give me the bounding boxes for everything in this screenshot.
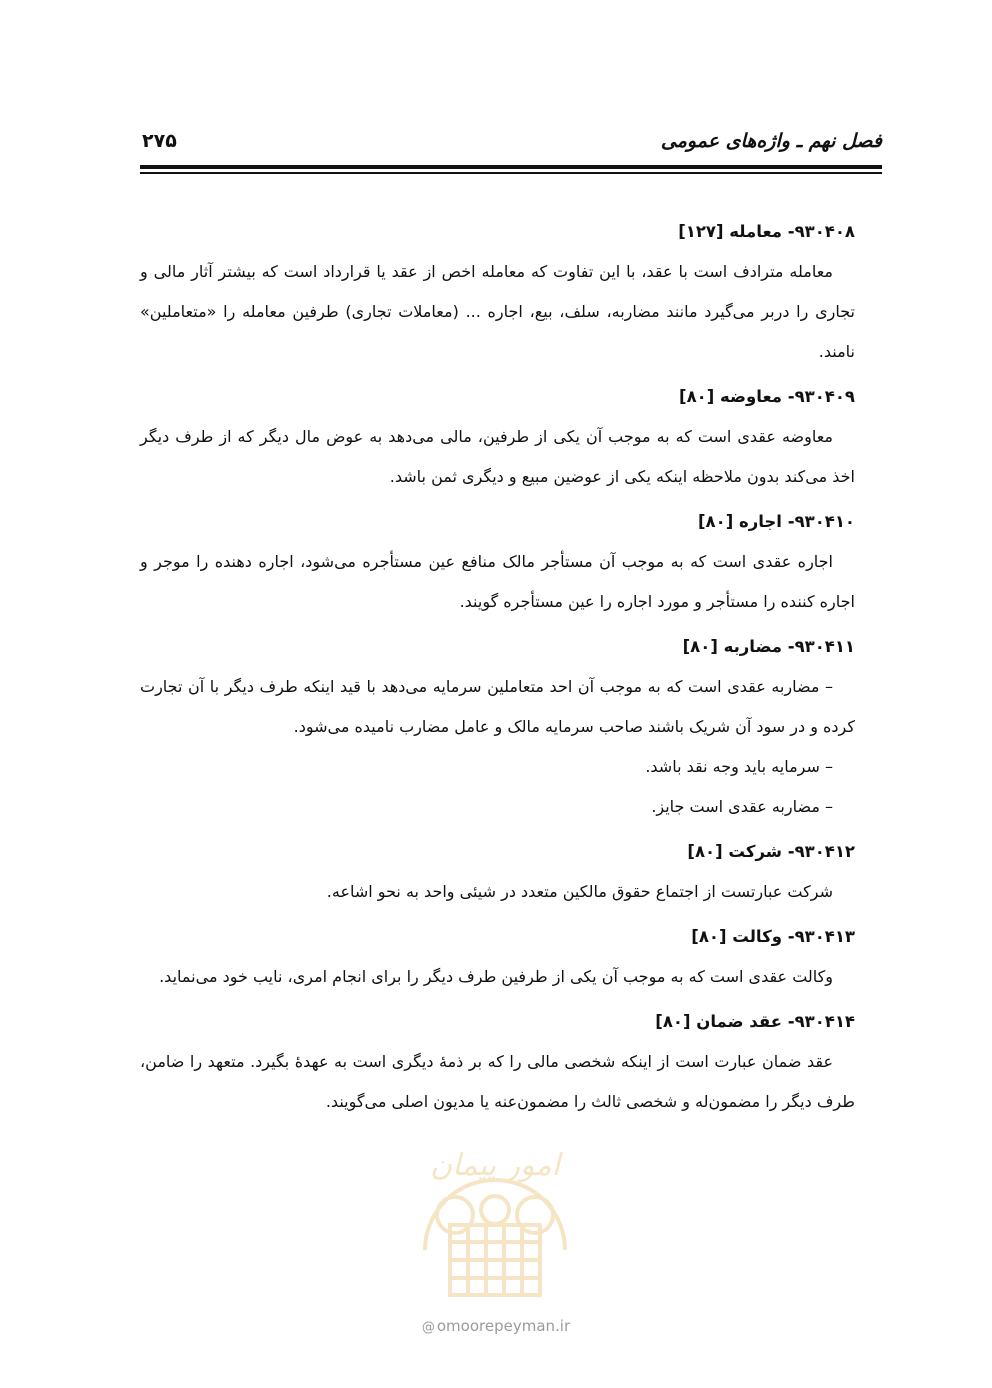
entry-title: ۹۳۰۴۱۳- وکالت [۸۰] (691, 927, 855, 946)
entry-text: عقد ضمان عبارت است از اینکه شخصی مالی را که بر ذمهٔ دیگری است به عهدهٔ بگیرد. متعهد را ضامن، طرف دیگر را مضمون‌له و شخصی ثالث را مضمون‌عنه یا مدیون اصلی می‌گویند. (140, 1052, 855, 1111)
entry-vekalat (140, 917, 855, 997)
entry-sherkat (140, 832, 855, 912)
entry-muamele (140, 212, 855, 372)
entry-title: ۹۳۰۴۰۹- معاوضه [۸۰] (679, 387, 855, 406)
at-sign-icon: @ (421, 1320, 435, 1335)
entry-zaman (140, 1002, 855, 1122)
watermark-url-text: omoorepeyman.ir (436, 1317, 571, 1335)
page-content (140, 212, 855, 1127)
entry-text: معامله مترادف است با عقد، با این تفاوت که معامله اخص از عقد یا قرارداد است که بیشتر آثار مالی و تجاری را دربر می‌گیرد مانند مضاربه، سلف، بیع، اجاره ... (معاملات تجاری) طرفین معامله را «متعاملین» نامند. (140, 262, 855, 361)
entry-title: ۹۳۰۴۱۴- عقد ضمان [۸۰] (655, 1012, 855, 1031)
entry-text: معاوضه عقدی است که به موجب آن یکی از طرفین، مالی می‌دهد به عوض مال دیگر که از طرف دیگر اخذ می‌کند بدون ملاحظه اینکه یکی از عوضین مبیع و دیگری ثمن باشد. (140, 427, 855, 486)
entry-text: – مضاربه عقدی است که به موجب آن احد متعاملین سرمایه می‌دهد با قید اینکه طرف دیگر با آن تجارت کرده و در سود آن شریک باشند صاحب سرمایه مالک و عامل مضارب نامیده می‌شود. (140, 677, 855, 736)
header-rule-thin (140, 172, 882, 174)
entry-text: اجاره عقدی است که به موجب آن مستأجر مالک منافع عین مستأجره می‌شود، اجاره دهنده را موجر و اجاره کننده را مستأجر و مورد اجاره را عین مستأجره گویند. (140, 552, 855, 611)
entry-title: ۹۳۰۴۱۰- اجاره [۸۰] (697, 512, 855, 531)
entry-title: ۹۳۰۴۰۸- معامله [۱۲۷] (678, 222, 855, 241)
watermark-logo-text: امور پیمان (430, 1148, 560, 1183)
entry-title: ۹۳۰۴۱۱- مضاربه [۸۰] (682, 637, 855, 656)
chapter-title: فصل نهم ـ واژه‌های عمومی (660, 130, 882, 152)
entry-mozarebe (140, 627, 855, 827)
page-number: ۲۷۵ (142, 130, 177, 152)
list-item: – مضاربه عقدی است جایز. (651, 797, 833, 816)
header-rule-thick (140, 165, 882, 169)
entry-text: شرکت عبارتست از اجتماع حقوق مالکین متعدد در شیئی واحد به نحو اشاعه. (326, 882, 833, 901)
list-item: – سرمایه باید وجه نقد باشد. (645, 757, 833, 776)
watermark-url (0, 1317, 992, 1335)
watermark-logo (395, 1130, 595, 1305)
entry-ejare (140, 502, 855, 622)
entry-muavaze (140, 377, 855, 497)
entry-text: وکالت عقدی است که به موجب آن یکی از طرفین طرف دیگر را برای انجام امری، نایب خود می‌نماید. (159, 967, 833, 986)
entry-title: ۹۳۰۴۱۲- شرکت [۸۰] (687, 842, 855, 861)
